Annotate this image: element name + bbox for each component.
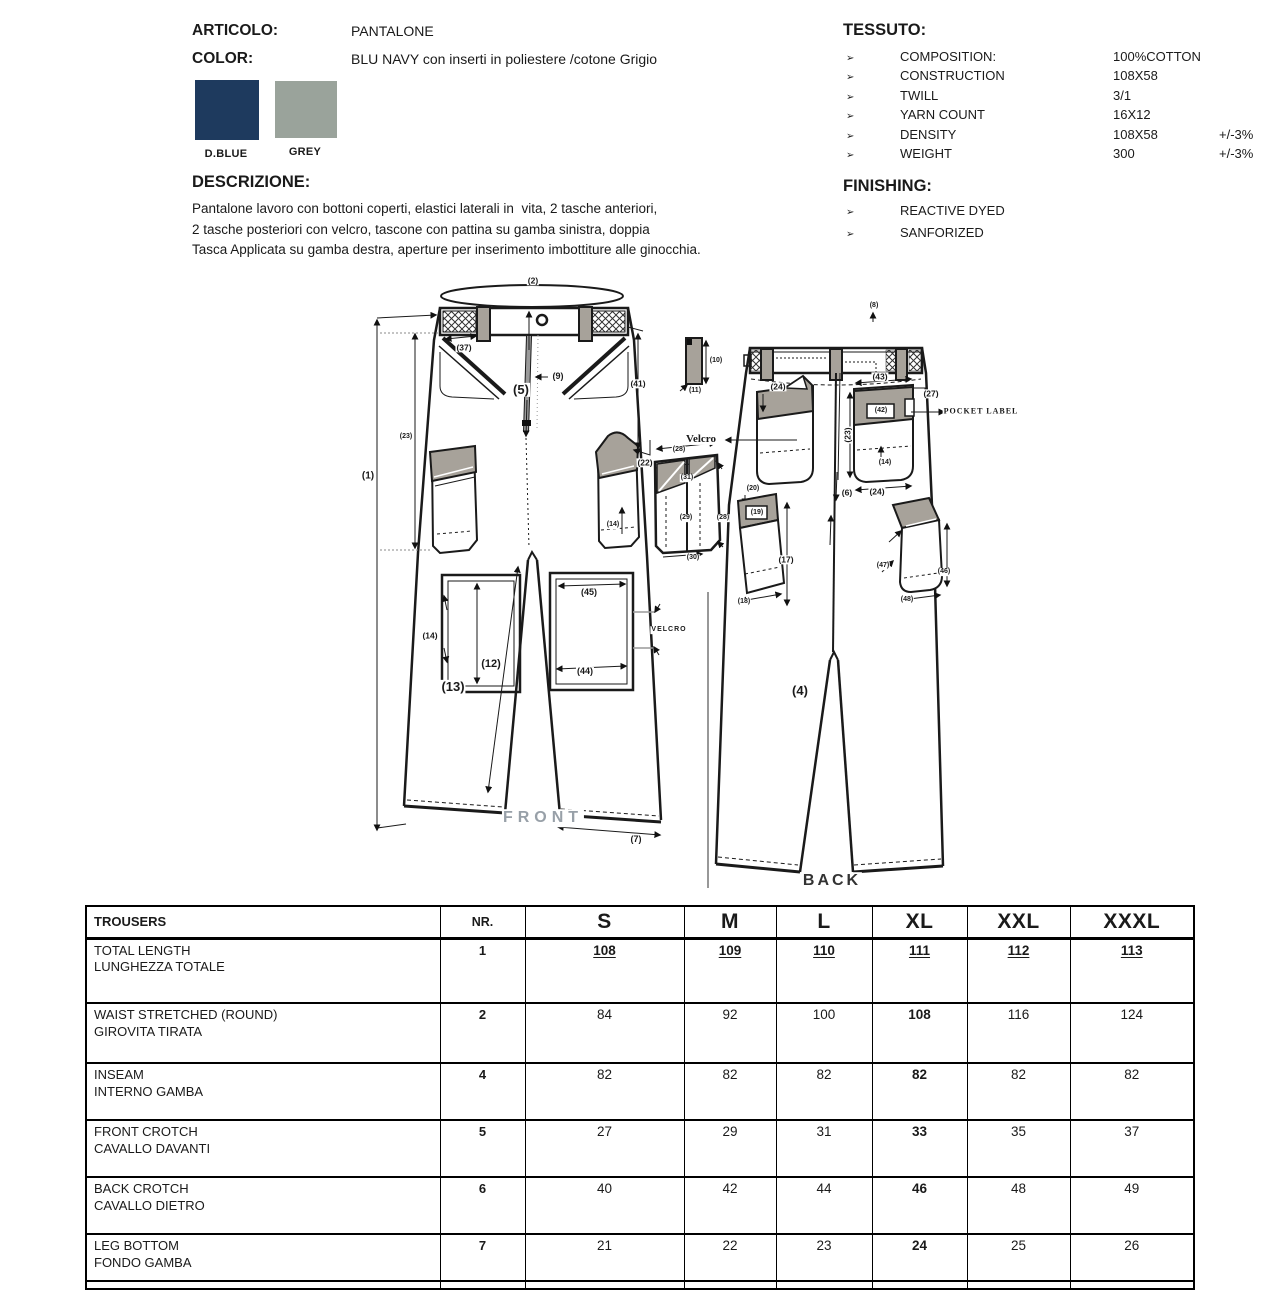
- size-value: 33: [872, 1120, 967, 1177]
- measure-nr: 1: [440, 938, 525, 1003]
- size-value: 82: [1070, 1063, 1194, 1120]
- size-value: 49: [1070, 1177, 1194, 1234]
- dimension-label: (4): [792, 682, 808, 698]
- size-value: 22: [684, 1234, 776, 1281]
- size-value: 37: [1070, 1120, 1194, 1177]
- dimension-label: (10): [709, 357, 723, 365]
- measure-nr: 5: [440, 1120, 525, 1177]
- pocket-label-text: POCKET LABEL: [943, 406, 1019, 416]
- size-table-row: [86, 1177, 1194, 1234]
- measure-name-en: BACK CROTCH: [94, 1181, 189, 1196]
- back-caption: BACK: [802, 872, 862, 890]
- size-table-header-m: M: [684, 906, 776, 938]
- dimension-label: (5): [513, 381, 529, 397]
- measure-nr: 4: [440, 1063, 525, 1120]
- size-value: 100: [776, 1003, 872, 1063]
- measure-nr: 6: [440, 1177, 525, 1234]
- swatch-label-grey: GREY: [288, 146, 322, 158]
- descrizione-line: 2 tasche posteriori con velcro, tascone con pattina su gamba sinistra, doppia: [192, 221, 650, 237]
- measure-nr: 7: [440, 1234, 525, 1281]
- measure-name-it: INTERNO GAMBA: [94, 1083, 204, 1099]
- fabric-property-name: TWILL: [900, 87, 939, 103]
- articolo-value: PANTALONE: [351, 23, 434, 39]
- dimension-label: (30): [686, 554, 700, 562]
- measure-name-it: LUNGHEZZA TOTALE: [94, 959, 225, 974]
- fabric-property-value: 16X12: [1113, 107, 1151, 123]
- dimension-label: (23): [399, 433, 413, 441]
- dimension-label: (28): [716, 514, 730, 522]
- size-value: 82: [684, 1063, 776, 1120]
- fabric-property-value: 3/1: [1113, 87, 1132, 103]
- dimension-label: (42): [874, 407, 888, 415]
- size-table-header-xl: XL: [872, 906, 967, 938]
- finishing-title: FINISHING:: [843, 177, 932, 195]
- dimension-label: (14): [878, 459, 892, 467]
- dimension-label: (13): [441, 678, 465, 694]
- dimension-label: (43): [872, 371, 888, 382]
- descrizione-line: Pantalone lavoro con bottoni coperti, elastici laterali in vita, 2 tasche anteriori,: [192, 201, 658, 216]
- size-value: 82: [967, 1063, 1070, 1120]
- size-value: 29: [684, 1120, 776, 1177]
- fabric-property-name: WEIGHT: [900, 145, 952, 161]
- dimension-label: (20): [746, 485, 760, 493]
- velcro-label: Velcro: [686, 432, 716, 445]
- bullet-arrow-icon: ➢: [846, 111, 855, 123]
- color-label: COLOR:: [192, 50, 254, 67]
- dimension-label: (14): [422, 630, 438, 641]
- measure-name-it: FONDO GAMBA: [94, 1254, 192, 1270]
- tessuto-title: TESSUTO:: [843, 21, 927, 39]
- size-table-row: [86, 938, 1194, 1003]
- dimension-label: (29): [679, 514, 693, 522]
- size-table-row: [86, 1120, 1194, 1177]
- fabric-property-tolerance: +/-3%: [1219, 145, 1254, 161]
- measure-name-it: GIROVITA TIRATA: [94, 1023, 203, 1039]
- front-view: [377, 285, 708, 888]
- bullet-arrow-icon: ➢: [846, 207, 855, 218]
- size-table-header-l: L: [776, 906, 872, 938]
- dimension-label: (41): [630, 378, 646, 389]
- measure-name-en: TOTAL LENGTH: [94, 942, 191, 958]
- dimension-label: (37): [456, 342, 472, 353]
- bullet-arrow-icon: ➢: [846, 149, 855, 161]
- measure-name-en: LEG BOTTOM: [94, 1238, 179, 1253]
- articolo-label: ARTICOLO:: [192, 22, 279, 39]
- swatch-label-dblue: D.BLUE: [204, 148, 248, 160]
- bullet-arrow-icon: ➢: [846, 53, 855, 64]
- dimension-label: (46): [937, 568, 951, 576]
- bullet-arrow-icon: ➢: [846, 130, 855, 142]
- size-value: 113: [1070, 938, 1194, 1003]
- size-value: 82: [525, 1063, 684, 1120]
- bullet-arrow-icon: ➢: [846, 72, 855, 84]
- size-value: 84: [525, 1003, 684, 1063]
- dimension-label: (14): [606, 521, 620, 529]
- dimension-label: (1): [361, 470, 375, 482]
- fabric-property-value: 100%COTTON: [1113, 49, 1201, 64]
- dimension-label: (17): [778, 554, 794, 565]
- size-value: 109: [684, 938, 776, 1003]
- size-value: 108: [872, 1003, 967, 1063]
- size-value: 48: [967, 1177, 1070, 1234]
- dimension-label: (45): [580, 587, 598, 598]
- size-table-header-xxxl: XXXL: [1070, 906, 1194, 938]
- fabric-property-name: COMPOSITION:: [900, 49, 997, 64]
- fabric-property-name: CONSTRUCTION: [900, 68, 1005, 84]
- size-value: 110: [776, 938, 872, 1003]
- measure-name-en: FRONT CROTCH: [94, 1124, 198, 1139]
- velcro-label: VELCRO: [651, 626, 687, 634]
- finishing-item: REACTIVE DYED: [900, 203, 1005, 218]
- size-value: 112: [967, 938, 1070, 1003]
- dimension-label: (24): [770, 381, 786, 392]
- size-value: 124: [1070, 1003, 1194, 1063]
- dimension-label: (12): [481, 657, 501, 670]
- fabric-property-value: 108X58: [1113, 68, 1158, 84]
- dimension-label: (24): [869, 486, 885, 497]
- dimension-label: (2): [527, 275, 539, 286]
- size-table-header-nr-: NR.: [440, 906, 525, 938]
- dimension-label: (23): [842, 427, 853, 443]
- dimension-label: (18): [737, 598, 751, 606]
- back-view: [655, 313, 947, 872]
- size-value: 46: [872, 1177, 967, 1234]
- dimension-label: (22): [637, 457, 653, 468]
- dimension-label: (19): [750, 509, 764, 517]
- size-value: 42: [684, 1177, 776, 1234]
- size-value: 27: [525, 1120, 684, 1177]
- size-table: [85, 905, 1195, 1290]
- size-table-row-cut: [86, 1281, 1194, 1289]
- dimension-label: (9): [552, 371, 564, 382]
- size-value: 92: [684, 1003, 776, 1063]
- size-value: 111: [872, 938, 967, 1003]
- fabric-property-value: 108X58: [1113, 126, 1158, 142]
- fabric-property-value: 300: [1113, 145, 1135, 161]
- measure-name-it: CAVALLO DIETRO: [94, 1197, 205, 1213]
- descrizione-line: Tasca Applicata su gamba destra, aperture per inserimento imbottiture alle ginocchia.: [192, 242, 701, 257]
- descrizione-title: DESCRIZIONE:: [192, 173, 311, 191]
- size-value: 31: [776, 1120, 872, 1177]
- size-value: 25: [967, 1234, 1070, 1281]
- finishing-item: SANFORIZED: [900, 224, 984, 240]
- color-value: BLU NAVY con inserti in poliestere /cotone Grigio: [351, 51, 658, 67]
- fabric-property-name: YARN COUNT: [900, 107, 985, 123]
- size-value: 82: [872, 1063, 967, 1120]
- bullet-arrow-icon: ➢: [846, 228, 855, 240]
- measure-name-en: INSEAM: [94, 1067, 144, 1082]
- size-value: 24: [872, 1234, 967, 1281]
- size-value: 108: [525, 938, 684, 1003]
- size-value: 35: [967, 1120, 1070, 1177]
- dimension-label: (31): [680, 474, 694, 482]
- size-table-row: [86, 1003, 1194, 1063]
- dimension-label: (47): [876, 562, 890, 570]
- size-table-head: [86, 906, 1194, 938]
- size-value: 40: [525, 1177, 684, 1234]
- measure-name-en: WAIST STRETCHED (ROUND): [94, 1007, 278, 1022]
- size-table-header-xxl: XXL: [967, 906, 1070, 938]
- size-value: 23: [776, 1234, 872, 1281]
- size-table-row: [86, 1234, 1194, 1281]
- size-value: 26: [1070, 1234, 1194, 1281]
- size-table-row: [86, 1063, 1194, 1120]
- fabric-property-name: DENSITY: [900, 126, 957, 142]
- size-table-header-trousers: TROUSERS: [86, 906, 440, 938]
- size-value: 116: [967, 1003, 1070, 1063]
- size-value: 21: [525, 1234, 684, 1281]
- bullet-arrow-icon: ➢: [846, 91, 855, 103]
- size-value: 44: [776, 1177, 872, 1234]
- dimension-label: (6): [841, 487, 853, 498]
- dimension-label: (8): [869, 302, 879, 310]
- dimension-label: (11): [688, 387, 702, 395]
- dimension-label: (28): [672, 446, 686, 454]
- dimension-label: (27): [923, 388, 939, 399]
- dimension-label: (44): [576, 666, 594, 677]
- size-table-header-s: S: [525, 906, 684, 938]
- dimension-label: (48): [900, 596, 914, 604]
- front-caption: FRONT: [502, 809, 584, 827]
- measure-name-it: CAVALLO DAVANTI: [94, 1140, 211, 1156]
- fabric-property-tolerance: +/-3%: [1219, 126, 1254, 142]
- measure-nr: 2: [440, 1003, 525, 1063]
- size-value: 82: [776, 1063, 872, 1120]
- dimension-label: (7): [630, 834, 642, 845]
- size-table-body: [86, 938, 1194, 1289]
